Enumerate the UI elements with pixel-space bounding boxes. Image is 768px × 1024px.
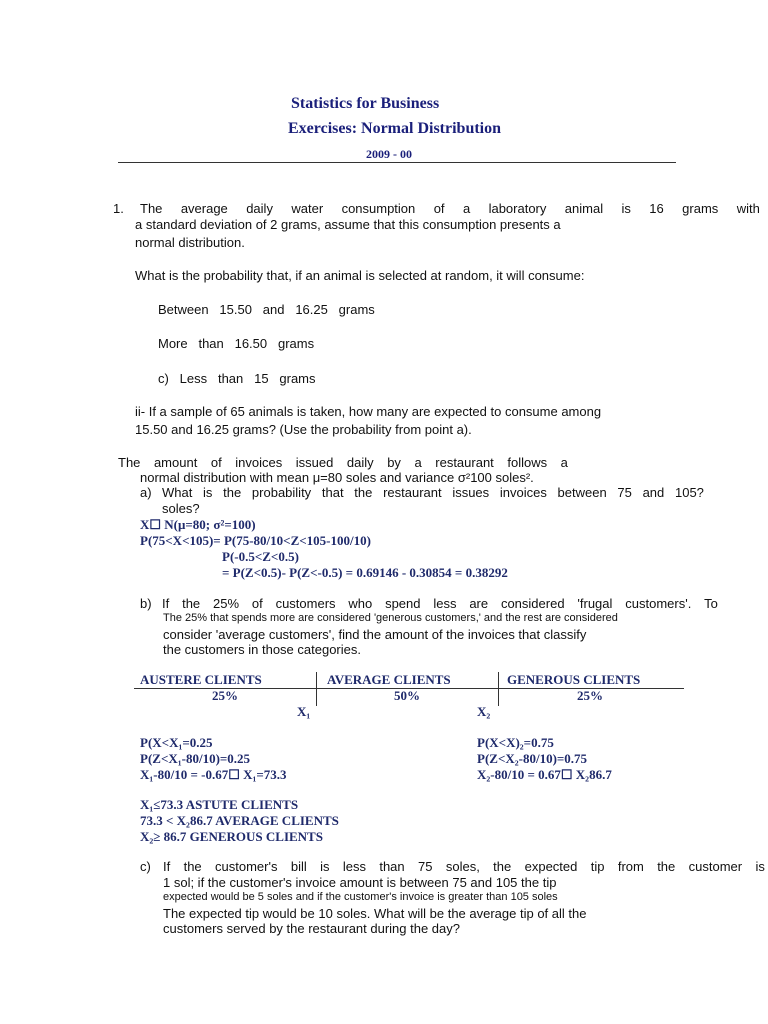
q2b-left-solution-1: P(X<X₁=0.25: [140, 735, 213, 750]
word: of: [251, 596, 263, 611]
word: the: [183, 859, 202, 874]
word: a: [462, 201, 471, 216]
word: restaurant: [383, 485, 442, 500]
q1-option-a: Between 15.50 and 16.25 grams: [158, 302, 375, 317]
q2a-label: a): [140, 485, 152, 500]
q1-number: 1.: [113, 201, 124, 216]
word: invoices: [499, 485, 547, 500]
document-year: 2009 - 00: [366, 147, 412, 161]
word: the: [657, 859, 676, 874]
word: that: [321, 485, 344, 500]
word: restaurant: [435, 455, 494, 470]
word: probability: [251, 485, 312, 500]
q1-ii-line2: 15.50 and 16.25 grams? (Use the probability from point a).: [135, 422, 472, 437]
q2c-line4: The expected tip would be 10 soles. What will be the average tip of all the: [163, 906, 587, 921]
word: follows: [507, 455, 548, 470]
q1-option-b: More than 16.50 grams: [158, 336, 315, 351]
q2b-right-solution-2: P(Z<X₂-80/10)=0.75: [477, 751, 588, 766]
q2a-solution-3: P(-0.5<Z<0.5): [222, 549, 299, 564]
table-header-generous: GENEROUS CLIENTS: [507, 672, 641, 687]
q2a-line1: [162, 485, 704, 500]
word: 75: [617, 485, 632, 500]
word: water: [291, 201, 324, 216]
table-percent-austere: 25%: [212, 688, 238, 703]
q2c-label: c): [140, 859, 151, 874]
word: invoices: [235, 455, 283, 470]
q2b-right-solution-1: P(X<X)₂=0.75: [477, 735, 554, 750]
q2-intro-line1: [118, 455, 568, 470]
word: of: [433, 201, 445, 216]
q2c-line3: expected would be 5 soles and if the customer's invoice is greater than 105 soles: [163, 891, 558, 903]
word: tip: [590, 859, 605, 874]
q2c-line2: 1 sol; if the customer's invoice amount is between 75 and 105 the tip: [163, 875, 557, 890]
q2b-line4: the customers in those categories.: [163, 642, 361, 657]
table-x1-label: X₁: [297, 704, 311, 719]
word: the: [223, 485, 242, 500]
word: less: [342, 859, 366, 874]
word: bill: [290, 859, 307, 874]
word: grams: [682, 201, 719, 216]
q2c-line5: customers served by the restaurant during the day?: [163, 921, 460, 936]
class-austere: X₁≤73.3 ASTUTE CLIENTS: [140, 797, 299, 812]
word: considered: [500, 596, 565, 611]
q2b-label: b): [140, 596, 152, 611]
word: 75: [418, 859, 433, 874]
word: customers'.: [625, 596, 692, 611]
word: of: [210, 455, 222, 470]
document-subtitle: Exercises: Normal Distribution: [288, 120, 502, 137]
q1-line3: normal distribution.: [135, 235, 245, 250]
word: less: [433, 596, 457, 611]
q2b-left-solution-3: X₁-80/10 = -0.67☐ X₁=73.3: [140, 767, 287, 782]
q2a-solution-1: X☐ N(μ=80; σ²=100): [140, 517, 256, 532]
word: is: [621, 201, 631, 216]
word: 25%: [213, 596, 240, 611]
table-header-austere: AUSTERE CLIENTS: [140, 672, 262, 687]
table-header-average: AVERAGE CLIENTS: [327, 672, 451, 687]
word: customer's: [215, 859, 278, 874]
word: by: [387, 455, 401, 470]
word: The: [118, 455, 141, 470]
word: What: [162, 485, 193, 500]
word: than: [379, 859, 405, 874]
word: 105?: [674, 485, 704, 500]
word: If: [162, 596, 170, 611]
q2c-line1: [163, 859, 765, 874]
word: To: [704, 596, 718, 611]
q2b-right-solution-3: X₂-80/10 = 0.67☐ X₂86.7: [477, 767, 612, 782]
word: laboratory: [488, 201, 547, 216]
word: 16: [649, 201, 664, 216]
word: who: [348, 596, 373, 611]
word: daily: [346, 455, 374, 470]
class-average: 73.3 < X₂86.7 AVERAGE CLIENTS: [140, 813, 339, 828]
document-title: Statistics for Business: [291, 95, 440, 112]
word: 'frugal: [577, 596, 613, 611]
word: expected: [524, 859, 578, 874]
q1-question: What is the probability that, if an animal is selected at random, it will consume:: [135, 268, 585, 283]
q2b-left-solution-2: P(Z<X₁-80/10)=0.25: [140, 751, 251, 766]
word: and: [642, 485, 665, 500]
header-divider: [118, 162, 676, 163]
word: consumption: [341, 201, 416, 216]
word: daily: [246, 201, 273, 216]
q2b-line2: The 25% that spends more are considered 'generous customers,' and the rest are considered: [163, 612, 618, 624]
word: animal: [564, 201, 604, 216]
class-generous: X₂≥ 86.7 GENEROUS CLIENTS: [140, 829, 323, 844]
word: a: [560, 455, 568, 470]
word: is: [203, 485, 213, 500]
q1-ii-line1: ii- If a sample of 65 animals is taken, how many are expected to consume among: [135, 404, 602, 419]
q2a-line2: soles?: [162, 501, 200, 516]
word: issued: [295, 455, 334, 470]
q1-line2: a standard deviation of 2 grams, assume that this consumption presents a: [135, 217, 561, 232]
table-divider-2: [498, 672, 499, 706]
word: the: [182, 596, 201, 611]
q1-line1: [140, 201, 760, 216]
word: spend: [385, 596, 421, 611]
word: average: [180, 201, 228, 216]
word: The: [140, 201, 163, 216]
word: amount: [153, 455, 198, 470]
q2b-line1: [162, 596, 718, 611]
q1-option-c: c) Less than 15 grams: [158, 371, 316, 386]
word: are: [469, 596, 489, 611]
word: issues: [452, 485, 490, 500]
word: between: [557, 485, 607, 500]
word: is: [320, 859, 330, 874]
table-divider-1: [316, 672, 317, 706]
word: customer: [688, 859, 743, 874]
word: with: [736, 201, 760, 216]
q2b-line3: consider 'average customers', find the amount of the invoices that classify: [163, 627, 587, 642]
word: from: [617, 859, 644, 874]
table-percent-generous: 25%: [577, 688, 603, 703]
word: customers: [275, 596, 336, 611]
word: If: [163, 859, 171, 874]
word: is: [755, 859, 765, 874]
table-x2-label: X₂: [477, 704, 491, 719]
q2-intro-line2: normal distribution with mean μ=80 soles and variance σ²100 soles².: [140, 470, 534, 485]
word: the: [354, 485, 373, 500]
q2a-solution-2: P(75<X<105)= P(75-80/10<Z<105-100/10): [140, 533, 371, 548]
table-percent-average: 50%: [394, 688, 420, 703]
word: soles,: [445, 859, 480, 874]
word: the: [493, 859, 512, 874]
word: a: [414, 455, 422, 470]
q2a-solution-4: = P(Z<0.5)- P(Z<-0.5) = 0.69146 - 0.30854 = 0.38292: [222, 565, 508, 580]
